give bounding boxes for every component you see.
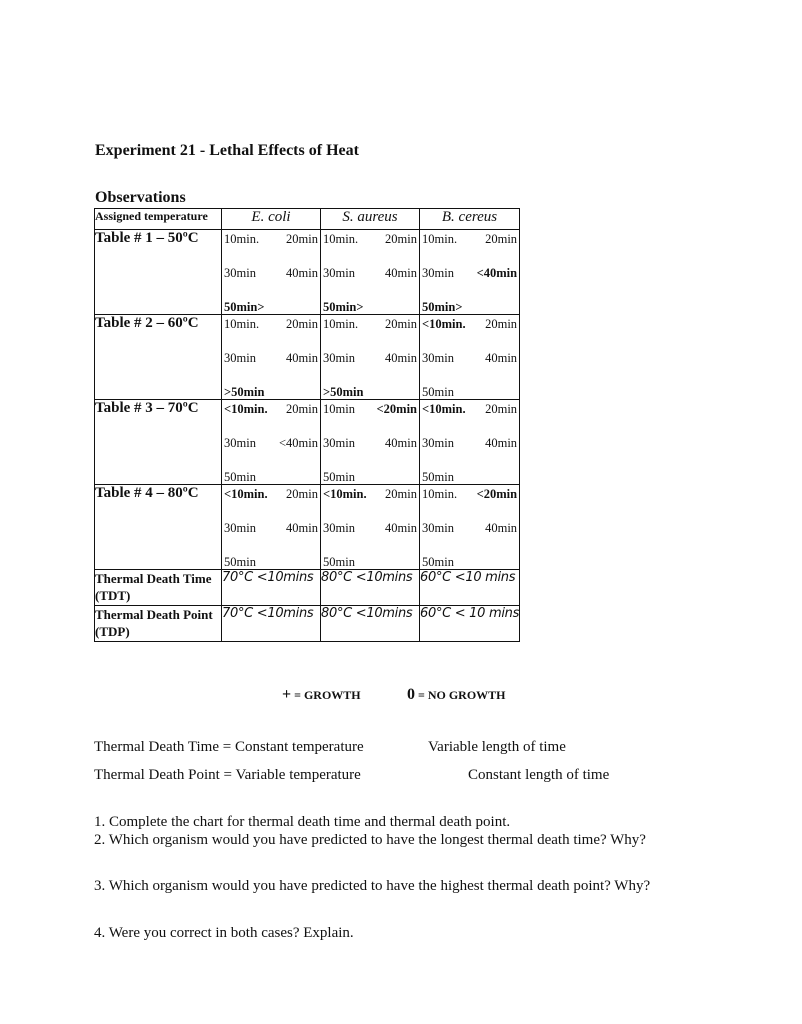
time-reading: 20min <box>286 487 318 501</box>
cell-s-aureus <box>321 485 420 570</box>
tdt-answer-e-coli[interactable]: 70°C <10mins <box>222 570 321 606</box>
question-4: 4. Were you correct in both cases? Explain. <box>94 925 354 941</box>
time-reading: 50min <box>323 555 355 569</box>
time-reading: 30min <box>422 351 454 365</box>
table-body <box>95 230 520 570</box>
temperature-row-1 <box>95 230 520 315</box>
time-reading: 40min <box>485 351 518 365</box>
cell-b-cereus <box>420 400 520 485</box>
row-label: Table # 3 – 70ºC <box>95 400 222 485</box>
time-reading: >50min <box>323 385 364 399</box>
row-label: Table # 1 – 50ºC <box>95 230 222 315</box>
time-reading: 40min <box>385 351 417 365</box>
time-reading: 10min <box>323 402 355 416</box>
time-reading: <40min <box>476 266 518 280</box>
time-reading: 30min <box>422 436 454 450</box>
cell-e-coli <box>222 230 321 315</box>
tdt-row <box>95 570 520 606</box>
time-reading: 40min <box>485 521 518 535</box>
question-1: 1. Complete the chart for thermal death time and thermal death point. <box>94 814 511 830</box>
cell-b-cereus <box>420 230 520 315</box>
time-reading: 50min <box>422 470 454 484</box>
organism-header-b-cereus: B. cereus <box>420 209 520 230</box>
legend-growth <box>282 686 361 704</box>
time-reading: 10min. <box>323 317 359 331</box>
time-reading: 30min <box>323 266 355 280</box>
tdp-answer-e-coli[interactable]: 70°C <10mins <box>222 606 321 642</box>
row-label: Table # 2 – 60ºC <box>95 315 222 400</box>
temperature-row-4 <box>95 485 520 570</box>
time-reading: 10min. <box>422 232 458 246</box>
temperature-row-2 <box>95 315 520 400</box>
time-reading: 20min <box>286 402 318 416</box>
time-reading: 20min <box>286 317 318 331</box>
tdt-definition: Thermal Death Time = Constant temperature <box>94 739 364 755</box>
tdt-answer-s-aureus[interactable]: 80°C <10mins <box>321 570 420 606</box>
time-reading: >50min <box>224 385 265 399</box>
time-reading: 10min. <box>224 317 260 331</box>
time-reading: 10min. <box>323 232 359 246</box>
time-reading: 30min <box>323 351 355 365</box>
time-reading: 40min <box>286 266 318 280</box>
time-reading: 30min <box>224 266 256 280</box>
growth-symbol: + <box>282 686 292 703</box>
time-reading: 30min <box>224 436 256 450</box>
time-reading: <20min <box>376 402 417 416</box>
tdt-definition-variable: Variable length of time <box>428 739 566 755</box>
tdt-label: Thermal Death Time (TDT) <box>95 570 222 606</box>
tdp-row <box>95 606 520 642</box>
time-reading: 50min <box>224 555 256 569</box>
no-growth-symbol: 0 <box>407 686 415 703</box>
time-reading: 30min <box>224 351 256 365</box>
growth-text: = GROWTH <box>294 688 361 702</box>
time-reading: 20min <box>385 317 417 331</box>
organism-header-s-aureus: S. aureus <box>321 209 420 230</box>
time-reading: 50min <box>224 470 256 484</box>
tdp-definition: Thermal Death Point = Variable temperature <box>94 767 361 783</box>
time-reading: <10min. <box>224 402 268 416</box>
cell-e-coli <box>222 485 321 570</box>
time-reading: <10min. <box>323 487 367 501</box>
time-reading: 30min <box>422 266 454 280</box>
assigned-temperature-header: Assigned temperature <box>95 209 222 230</box>
page-title: Experiment 21 - Lethal Effects of Heat <box>95 142 359 159</box>
time-reading: <10min. <box>422 402 466 416</box>
tdp-definition-constant: Constant length of time <box>468 767 610 783</box>
cell-s-aureus <box>321 400 420 485</box>
tdp-label: Thermal Death Point (TDP) <box>95 606 222 642</box>
temperature-row-3 <box>95 400 520 485</box>
time-reading: 50min> <box>224 300 265 314</box>
cell-s-aureus <box>321 230 420 315</box>
time-reading: 50min> <box>422 300 463 314</box>
table-header-row <box>95 209 520 230</box>
tdp-answer-b-cereus[interactable]: 60°C < 10 mins <box>420 606 520 642</box>
cell-s-aureus <box>321 315 420 400</box>
cell-e-coli <box>222 400 321 485</box>
time-reading: 50min <box>323 470 355 484</box>
time-reading: 20min <box>385 487 417 501</box>
time-reading: 40min <box>385 521 417 535</box>
time-reading: <10min. <box>422 317 466 331</box>
time-reading: 40min <box>485 436 518 450</box>
time-reading: 50min <box>422 385 454 399</box>
time-reading: 50min> <box>323 300 364 314</box>
time-reading: <10min. <box>224 487 268 501</box>
time-reading: 40min <box>286 521 318 535</box>
time-reading: 30min <box>224 521 256 535</box>
time-reading: 50min <box>422 555 454 569</box>
time-reading: 30min <box>422 521 454 535</box>
time-reading: 20min <box>286 232 318 246</box>
observations-heading: Observations <box>95 189 186 206</box>
question-3: 3. Which organism would you have predicted to have the highest thermal death point? Why? <box>94 878 651 894</box>
tdt-answer-b-cereus[interactable]: 60°C <10 mins <box>420 570 520 606</box>
time-reading: 30min <box>323 436 355 450</box>
tdp-answer-s-aureus[interactable]: 80°C <10mins <box>321 606 420 642</box>
time-reading: 40min <box>385 266 417 280</box>
time-reading: 10min. <box>422 487 458 501</box>
time-reading: 20min <box>485 402 518 416</box>
time-reading: 20min <box>385 232 417 246</box>
time-reading: 40min <box>385 436 417 450</box>
time-reading: <20min <box>476 487 518 501</box>
time-reading: 20min <box>485 317 518 331</box>
no-growth-text: = NO GROWTH <box>418 688 506 702</box>
row-label: Table # 4 – 80ºC <box>95 485 222 570</box>
time-reading: 10min. <box>224 232 260 246</box>
cell-e-coli <box>222 315 321 400</box>
time-reading: 40min <box>286 351 318 365</box>
observations-table <box>94 208 520 642</box>
cell-b-cereus <box>420 485 520 570</box>
time-reading: <40min <box>279 436 318 450</box>
organism-header-e-coli: E. coli <box>222 209 321 230</box>
question-2: 2. Which organism would you have predicted to have the longest thermal death time? Why? <box>94 832 646 848</box>
cell-b-cereus <box>420 315 520 400</box>
legend-no-growth <box>407 686 506 704</box>
time-reading: 30min <box>323 521 355 535</box>
time-reading: 20min <box>485 232 518 246</box>
